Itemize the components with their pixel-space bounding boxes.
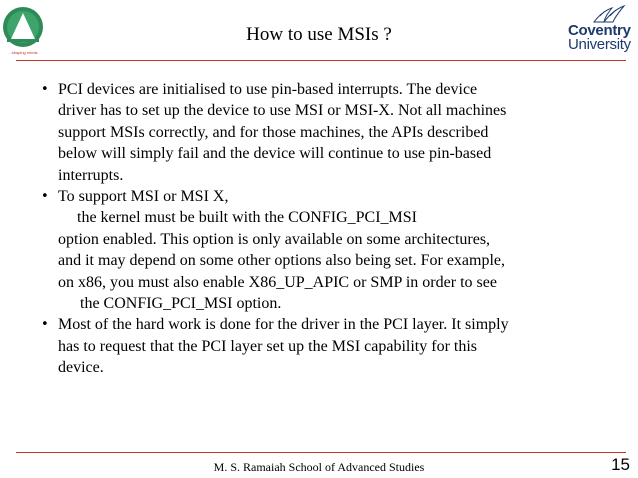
bullet-1-line-3: support MSIs correctly, and for those machines, the APIs described (58, 123, 489, 141)
bullet-item-3 (41, 314, 598, 378)
bullet-marker: • (41, 317, 49, 333)
bullet-3-line-3: device. (58, 359, 104, 377)
bullet-2-line-4: and it may depend on some other options also being set. For example, (58, 252, 506, 270)
bullet-item-1 (41, 79, 598, 186)
bullet-1-line-4: below will simply fail and the device will continue to use pin-based (58, 145, 492, 163)
bullet-item-2 (41, 186, 598, 314)
bullet-2-line-2: the kernel must be built with the CONFIG_PCI_MSI (77, 209, 417, 227)
footer-institution: M. S. Ramaiah School of Advanced Studies (213, 460, 425, 474)
bullet-marker: • (41, 82, 49, 97)
bullet-2-line-6: the CONFIG_PCI_MSI option. (80, 295, 282, 313)
slide-body (41, 79, 598, 379)
bullet-2-line-1: To support MSI or MSI X, (58, 188, 229, 206)
page-number: 15 (611, 455, 630, 474)
footer-divider (16, 452, 626, 453)
logo-word-coventry: Coventry (568, 22, 631, 39)
bullet-1-line-5: interrupts. (58, 166, 124, 184)
slide-title: How to use MSIs ? (246, 24, 392, 45)
bullet-2-line-3: option enabled. This option is only available on some architectures, (58, 230, 491, 248)
header-divider (16, 60, 626, 61)
bullet-1-line-1: PCI devices are initialised to use pin-based interrupts. The device (58, 81, 478, 98)
bullet-1-line-2: driver has to set up the device to use MSI or MSI-X. Not all machines (58, 102, 507, 120)
bullet-marker: • (41, 189, 49, 205)
bullet-3-line-1: Most of the hard work is done for the driver in the PCI layer. It simply (58, 316, 509, 334)
bullet-2-line-5: on x86, you must also enable X86_UP_APIC or SMP in order to see (58, 273, 497, 291)
coventry-bird-icon (590, 4, 630, 24)
logo-word-university: University (568, 36, 631, 53)
logo-caption: ...shaping minds (8, 50, 38, 55)
bullet-3-line-2: has to request that the PCI layer set up the MSI capability for this (58, 337, 478, 355)
